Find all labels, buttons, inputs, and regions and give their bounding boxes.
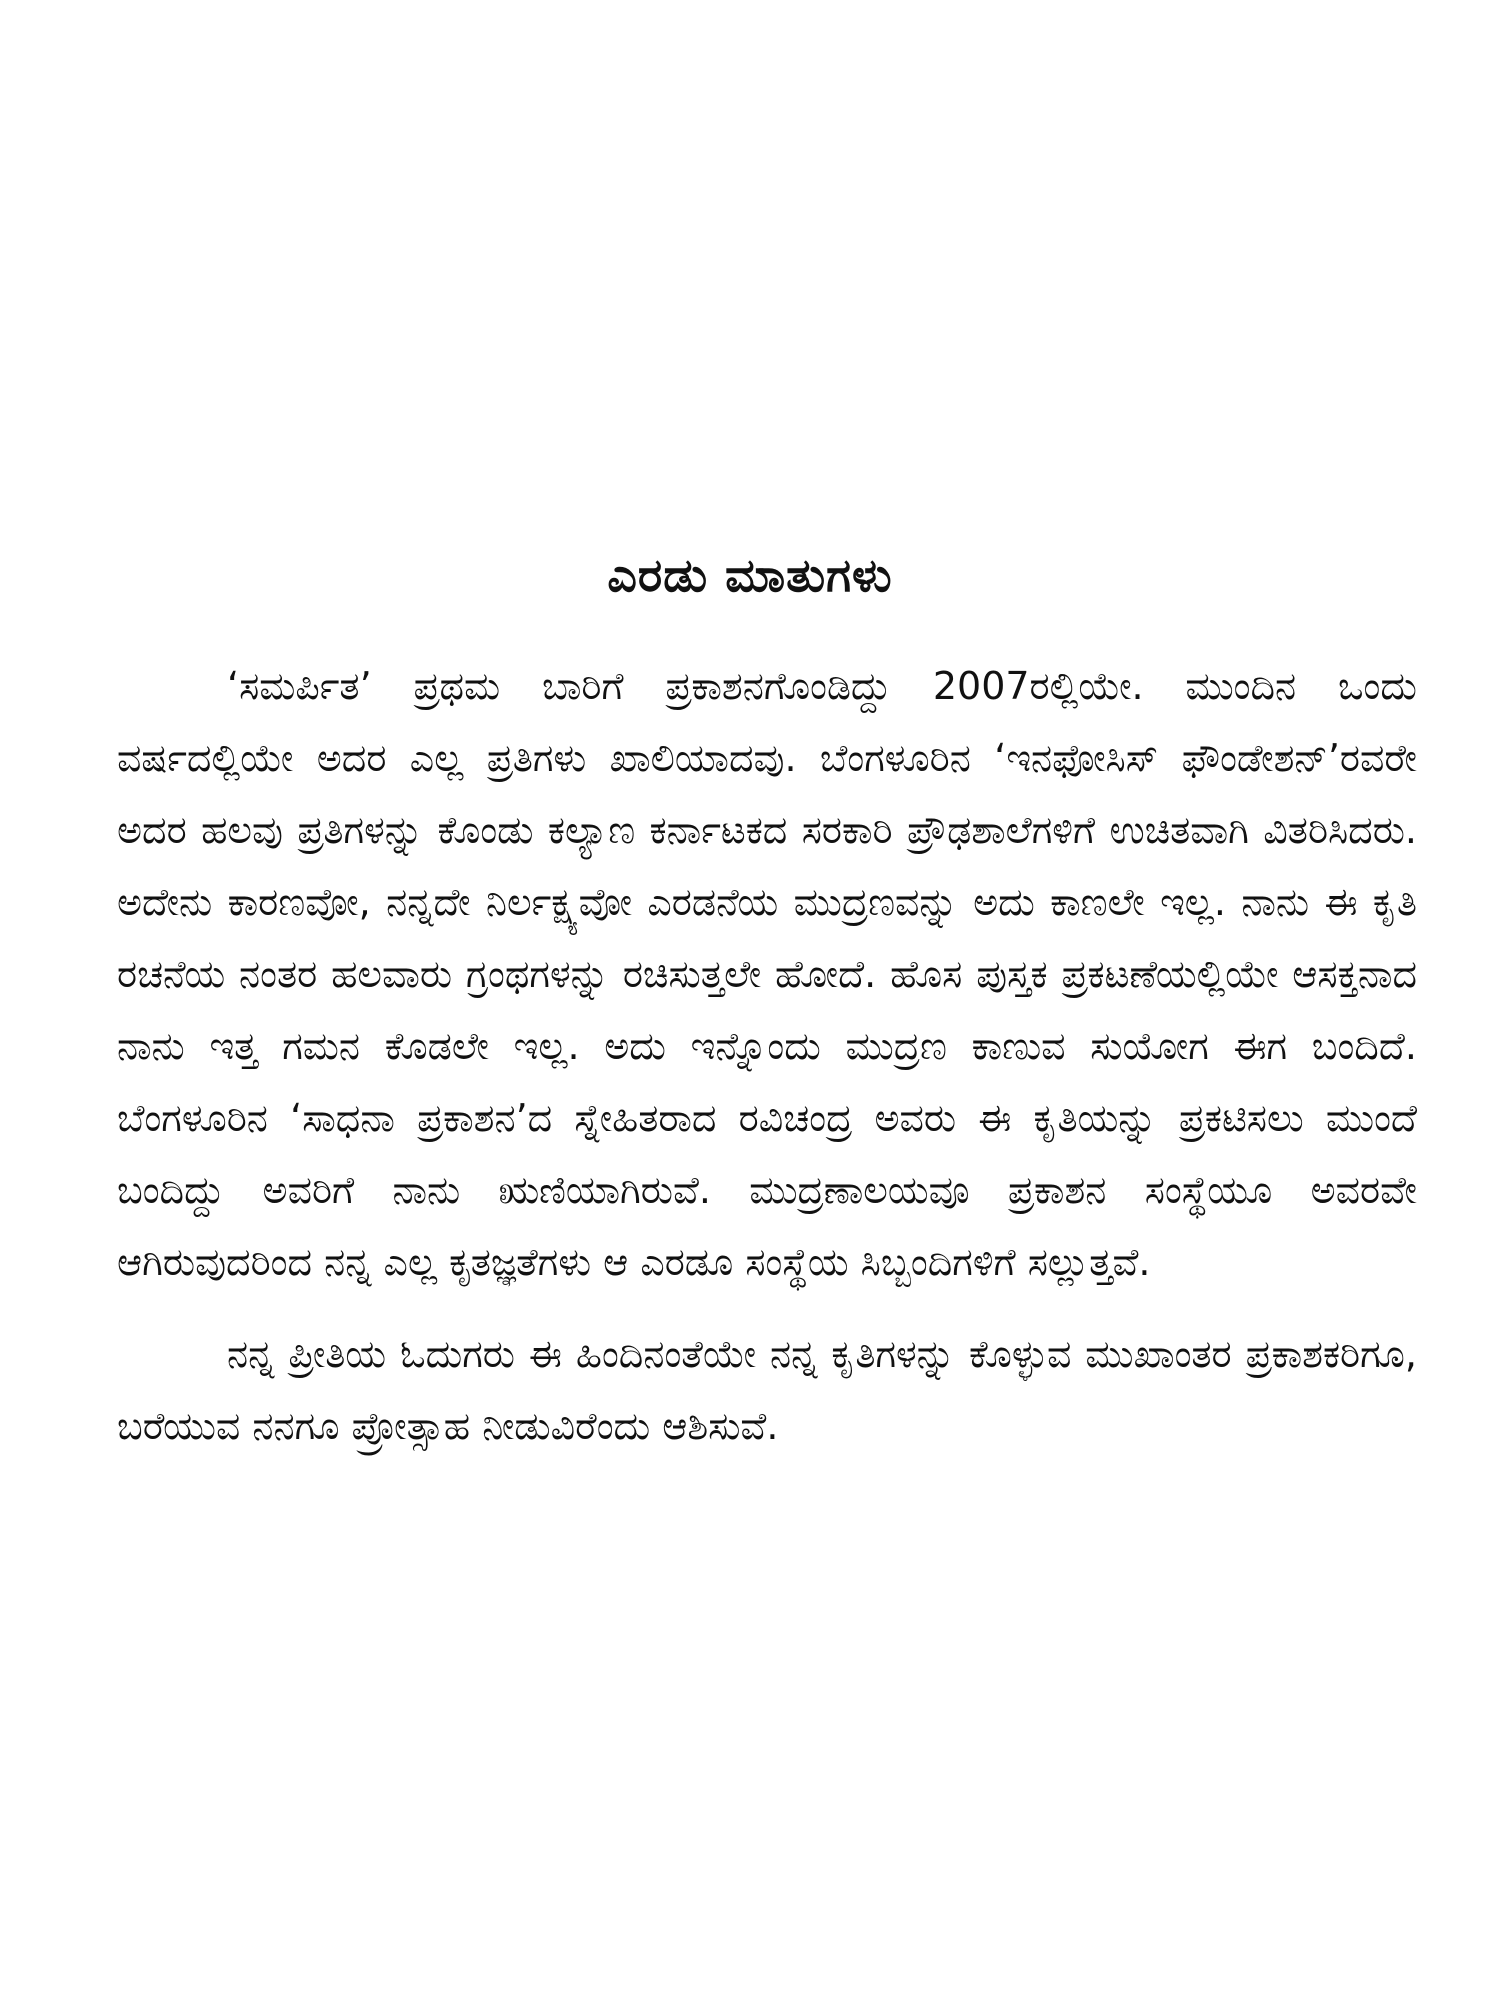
paragraph-1: ‘ಸಮರ್ಪಿತ’ ಪ್ರಥಮ ಬಾರಿಗೆ ಪ್ರಕಾಶನಗೊಂಡಿದ್ದು 2007ರಲ್ಲಿಯೇ. ಮುಂದಿನ ಒಂದು ವರ್ಷದಲ್ಲಿಯೇ ಅದರ ಎಲ್ಲ ಪ್ರತಿಗಳು ಖಾಲಿಯಾದವು. ಬೆಂಗಳೂರಿನ ‘ಇನಫೋಸಿಸ್ ಫೌಂಡೇಶನ್’ರವರೇ ಅದರ ಹಲವು ಪ್ರತಿಗಳನ್ನು ಕೊಂಡು ಕಲ್ಯಾಣ ಕರ್ನಾಟಕದ ಸರಕಾರಿ ಪ್ರೌಢಶಾಲೆಗಳಿಗೆ ಉಚಿತವಾಗಿ ವಿತರಿಸಿದರು. ಅದೇನು ಕಾರಣವೋ, ನನ್ನದೇ ನಿರ್ಲಕ್ಷ್ಯವೋ ಎರಡನೆಯ ಮುದ್ರಣವನ್ನು ಅದು ಕಾಣಲೇ ಇಲ್ಲ. ನಾನು ಈ ಕೃತಿ ರಚನೆಯ ನಂತರ ಹಲವಾರು ಗ್ರಂಥಗಳನ್ನು ರಚಿಸುತ್ತಲೇ ಹೋದೆ. ಹೊಸ ಪುಸ್ತಕ ಪ್ರಕಟಣೆಯಲ್ಲಿಯೇ ಆಸಕ್ತನಾದ ನಾನು ಇತ್ತ ಗಮನ ಕೊಡಲೇ ಇಲ್ಲ. ಅದು ಇನ್ನೊಂದು ಮುದ್ರಣ ಕಾಣುವ ಸುಯೋಗ ಈಗ ಬಂದಿದೆ. ಬೆಂಗಳೂರಿನ ‘ಸಾಧನಾ ಪ್ರಕಾಶನ’ದ ಸ್ನೇಹಿತರಾದ ರವಿಚಂದ್ರ ಅವರು ಈ ಕೃತಿಯನ್ನು ಪ್ರಕಟಿಸಲು ಮುಂದೆ ಬಂದಿದ್ದು ಅವರಿಗೆ ನಾನು ಋಣಿಯಾಗಿರುವೆ. ಮುದ್ರಣಾಲಯವೂ ಪ್ರಕಾಶನ ಸಂಸ್ಥೆಯೂ ಅವರವೇ ಆಗಿರುವುದರಿಂದ ನನ್ನ ಎಲ್ಲ ಕೃತಜ್ಞತೆಗಳು ಆ ಎರಡೂ ಸಂಸ್ಥೆಯ ಸಿಬ್ಬಂದಿಗಳಿಗೆ ಸಲ್ಲುತ್ತವೆ. <box>117 664 1417 1284</box>
body-text <box>117 650 1417 1462</box>
paragraph-2: ನನ್ನ ಪ್ರೀತಿಯ ಓದುಗರು ಈ ಹಿಂದಿನಂತೆಯೇ ನನ್ನ ಕೃತಿಗಳನ್ನು ಕೊಳ್ಳುವ ಮುಖಾಂತರ ಪ್ರಕಾಶಕರಿಗೂ, ಬರೆಯುವ ನನಗೂ ಪ್ರೋತ್ಸಾಹ ನೀಡುವಿರೆಂದು ಆಶಿಸುವೆ. <box>117 1332 1417 1448</box>
page-title: ಎರಡು ಮಾತುಗಳು <box>607 548 893 602</box>
